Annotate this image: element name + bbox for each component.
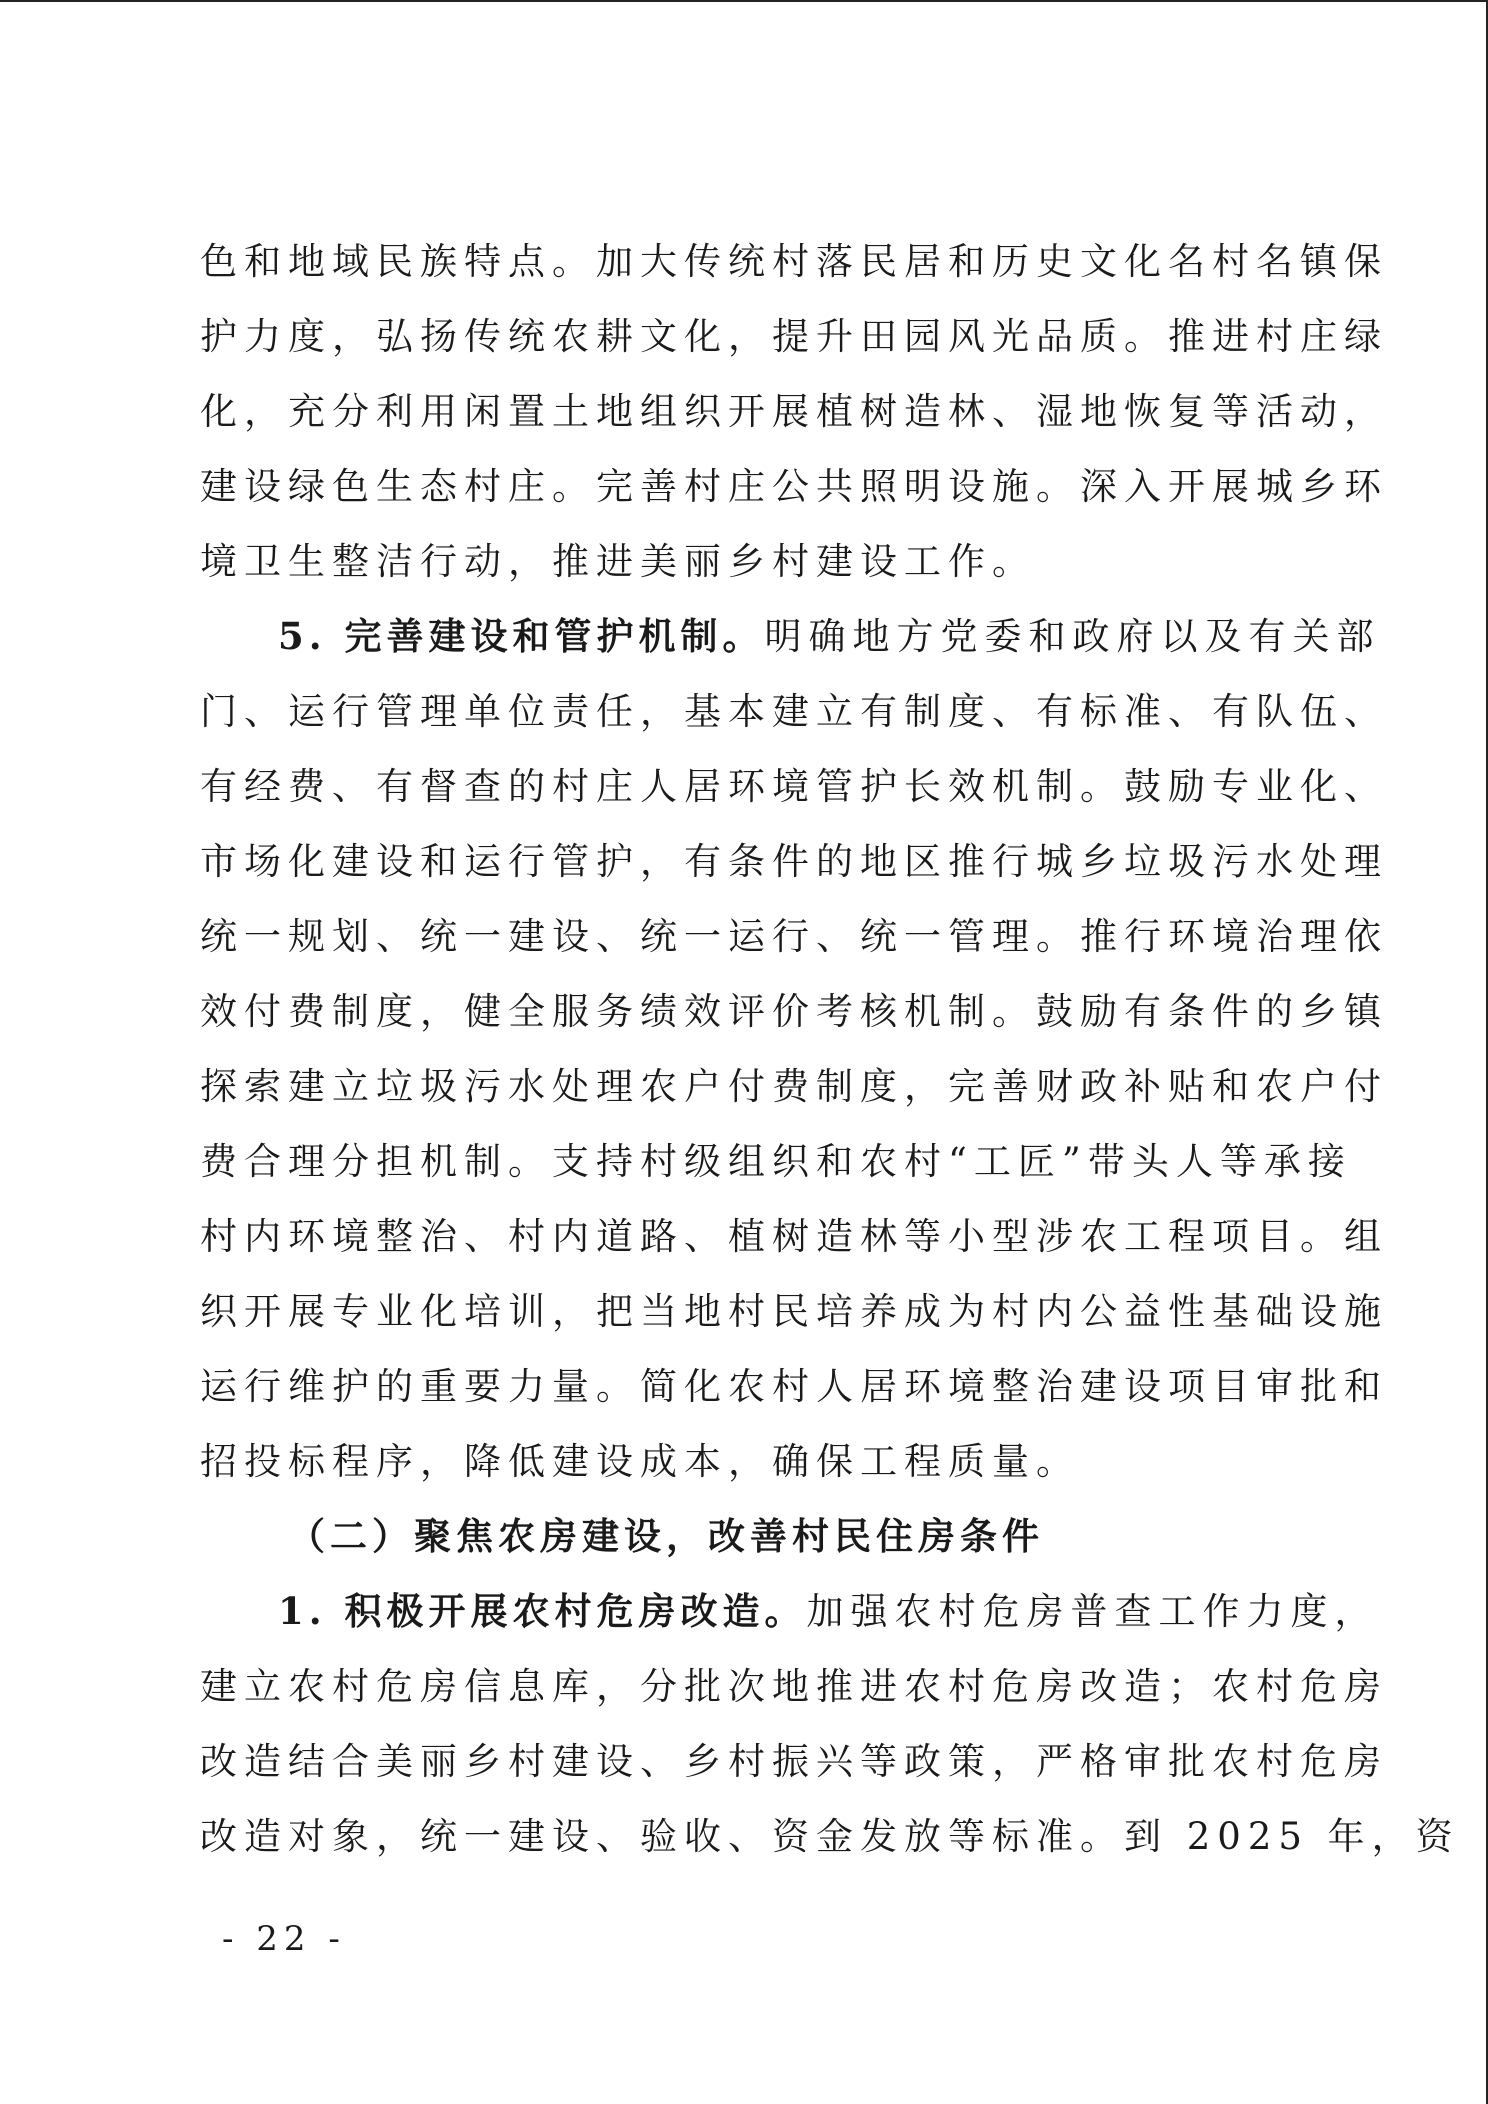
page-number: - 22 - [222, 1919, 346, 1959]
text-line: 运行维护的重要力量。简化农村人居环境整治建设项目审批和 [200, 1365, 1388, 1408]
item-heading: 5. 完善建设和管护机制。 [278, 614, 765, 658]
text-line: 费合理分担机制。支持村级组织和农村“工匠”带头人等承接 [200, 1140, 1352, 1183]
item-heading: 1. 积极开展农村危房改造。 [278, 1589, 807, 1633]
text-line: 建设绿色生态村庄。完善村庄公共照明设施。深入开展城乡环 [200, 465, 1388, 508]
text-line: 村内环境整治、村内道路、植树造林等小型涉农工程项目。组 [200, 1215, 1388, 1258]
text-line: 门、运行管理单位责任，基本建立有制度、有标准、有队伍、 [200, 690, 1388, 733]
text-line: 织开展专业化培训，把当地村民培养成为村内公益性基础设施 [200, 1290, 1388, 1333]
paragraph-first-line [200, 1574, 1379, 1649]
text-line: 市场化建设和运行管护，有条件的地区推行城乡垃圾污水处理 [200, 840, 1388, 883]
paragraph-first-line [200, 599, 1381, 674]
text-line: 色和地域民族特点。加大传统村落民居和历史文化名村名镇保 [200, 240, 1388, 283]
text-line: 探索建立垃圾污水处理农户付费制度，完善财政补贴和农户付 [200, 1065, 1388, 1108]
text-line: 明确地方党委和政府以及有关部 [764, 615, 1381, 658]
text-line: 效付费制度，健全服务绩效评价考核机制。鼓励有条件的乡镇 [200, 990, 1388, 1033]
text-line: 境卫生整洁行动，推进美丽乡村建设工作。 [200, 540, 1036, 583]
text-line: 改造结合美丽乡村建设、乡村振兴等政策，严格审批农村危房 [200, 1740, 1388, 1783]
text-line: 加强农村危房普查工作力度， [806, 1590, 1379, 1633]
section-heading: （二）聚焦农房建设，改善村民住房条件 [288, 1514, 1044, 1558]
document-body [200, 224, 1460, 1874]
text-line: 化，充分利用闲置土地组织开展植树造林、湿地恢复等活动， [200, 390, 1388, 433]
text-line: 护力度，弘扬传统农耕文化，提升田园风光品质。推进村庄绿 [200, 315, 1388, 358]
text-line: 统一规划、统一建设、统一运行、统一管理。推行环境治理依 [200, 915, 1388, 958]
text-line: 招投标程序，降低建设成本，确保工程质量。 [200, 1440, 1080, 1483]
text-line: 有经费、有督查的村庄人居环境管护长效机制。鼓励专业化、 [200, 765, 1388, 808]
text-line: 改造对象，统一建设、验收、资金发放等标准。到 2025 年，资 [200, 1815, 1460, 1858]
text-line: 建立农村危房信息库，分批次地推进农村危房改造；农村危房 [200, 1665, 1388, 1708]
